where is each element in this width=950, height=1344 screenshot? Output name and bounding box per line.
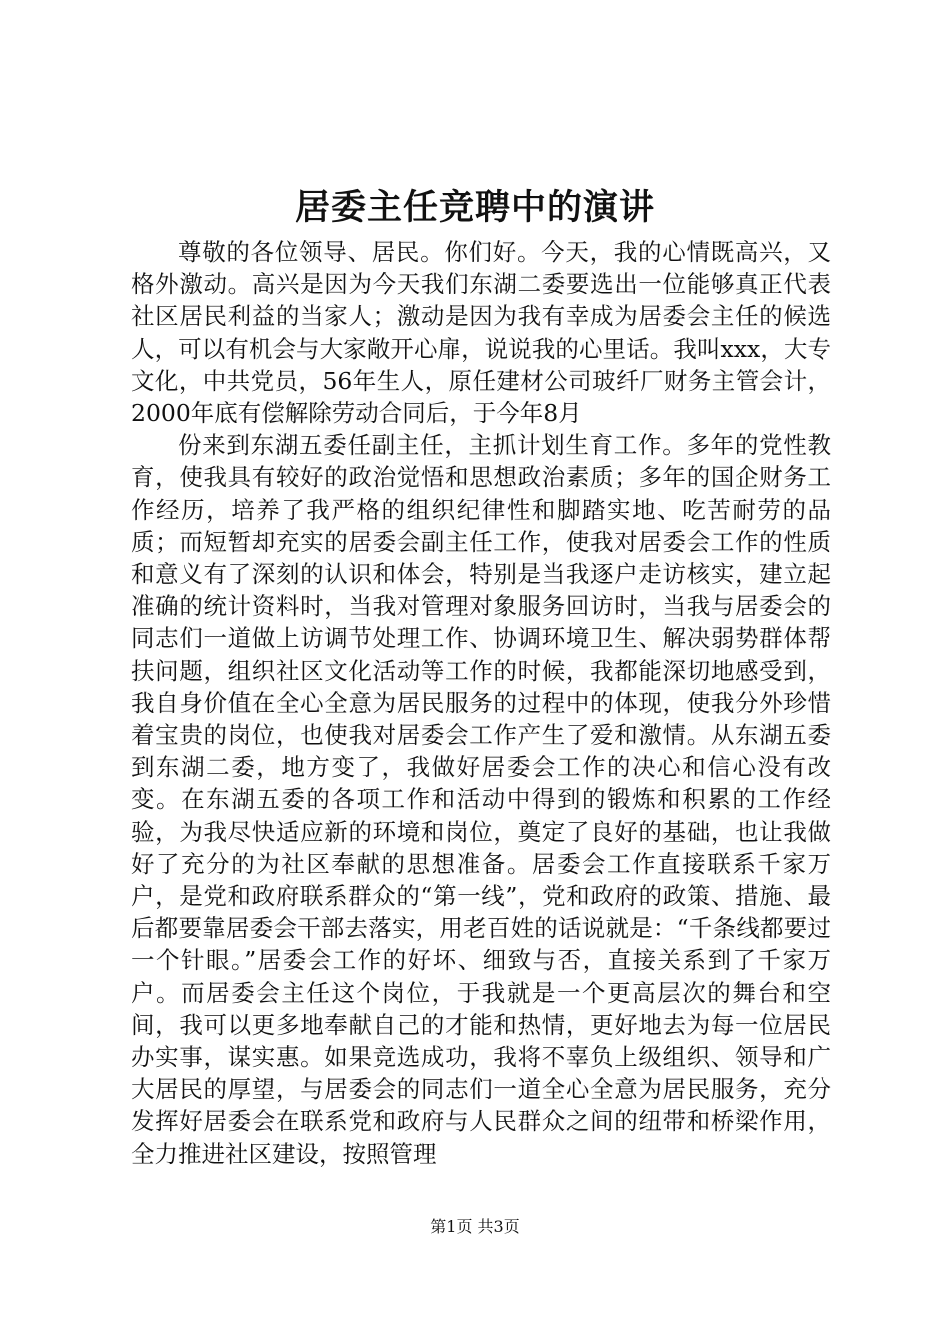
paragraph-2: 份来到东湖五委任副主任，主抓计划生育工作。多年的党性教育，使我具有较好的政治觉悟和思想政治素质；多年的国企财务工作经历，培养了我严格的组织纪律性和脚踏实地、吃苦耐劳的品质；而短暂却充实的居委会副主任工作，使我对居委会工作的性质和意义有了深刻的认识和体会，特别是当我逐户走访核实，建立起准确的统计资料时，当我对管理对象服务回访时，当我与居委会的同志们一道做上访调节处理工作、协调环境卫生、解决弱势群体帮扶问题，组织社区文化活动等工作的时候，我都能深切地感受到，我自身价值在全心全意为居民服务的过程中的体现，使我分外珍惜着宝贵的岗位，也使我对居委会工作产生了爱和激情。从东湖五委到东湖二委，地方变了，我做好居委会工作的决心和信心没有改变。在东湖五委的各项工作和活动中得到的锻炼和积累的工作经验，为我尽快适应新的环境和岗位，奠定了良好的基础，也让我做好了充分的为社区奉献的思想准备。居委会工作直接联系千家万户，是党和政府联系群众的“第一线”，党和政府的政策、措施、最后都要靠居委会干部去落实，用老百姓的话说就是：“千条线都要过一个针眼。”居委会工作的好坏、细致与否，直接关系到了千家万户。而居委会主任这个岗位，于我就是一个更高层次的舞台和空间，我可以更多地奉献自己的才能和热情，更好地去为每一位居民办实事，谋实惠。如果竞选成功，我将不辜负上级组织、领导和广大居民的厚望，与居委会的同志们一道全心全意为居民服务，充分发挥好居委会在联系党和政府与人民群众之间的纽带和桥梁作用，全力推进社区建设，按照管理 bbox=[131, 431, 831, 1168]
paragraph-1: 尊敬的各位领导、居民。你们好。今天，我的心情既高兴，又格外激动。高兴是因为今天我们东湖二委要选出一位能够真正代表社区居民利益的当家人；激动是因为我有幸成为居委会主任的候选人，可以有机会与大家敞开心扉，说说我的心里话。我叫xxx，大专文化，中共党员，56年生人，原任建材公司玻纤厂财务主管会计，2000年底有偿解除劳动合同后，于今年8月 bbox=[131, 238, 831, 428]
document-title: 居委主任竞聘中的演讲 bbox=[294, 187, 655, 228]
page-footer: 第1页 共3页 bbox=[430, 1217, 520, 1236]
document-body bbox=[131, 236, 831, 1170]
